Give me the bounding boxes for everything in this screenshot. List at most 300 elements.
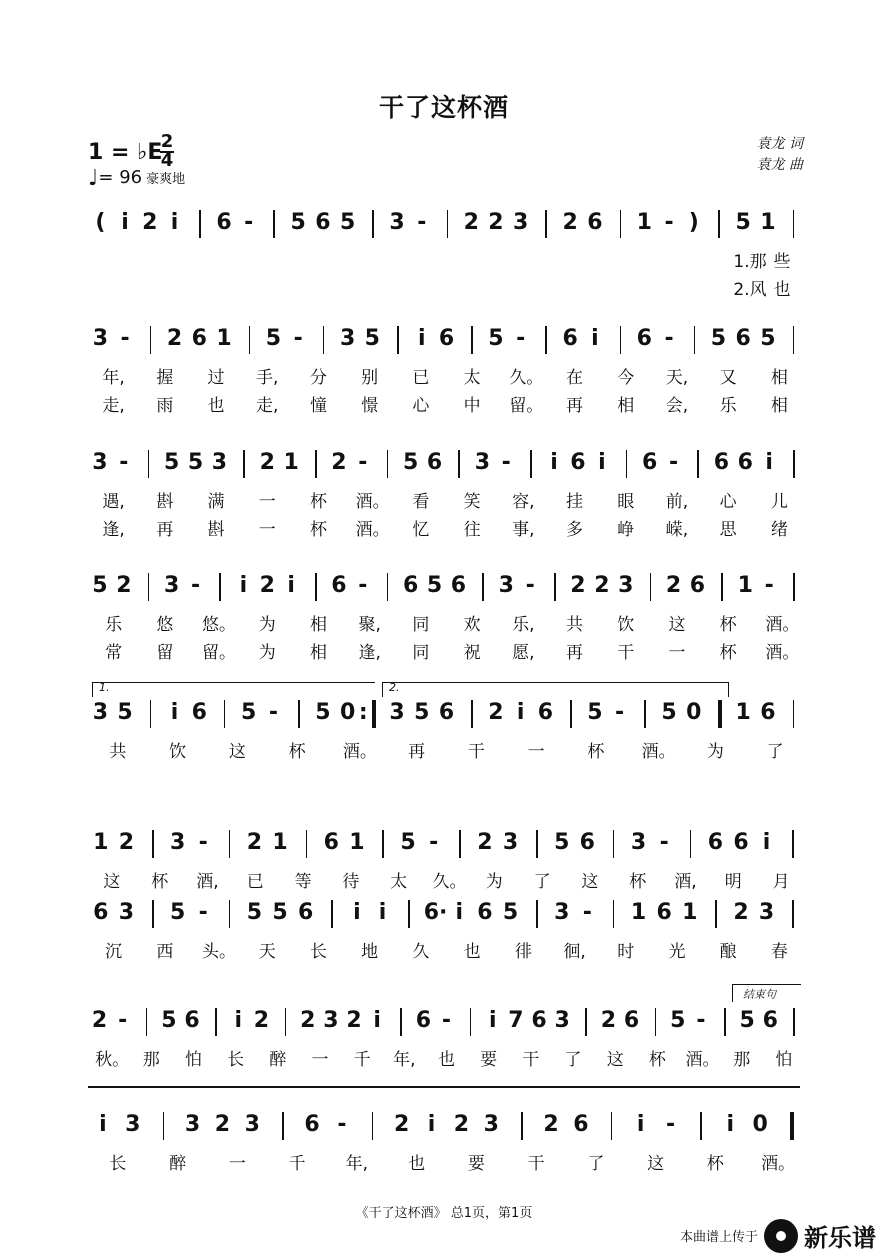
lyric-syllable: 手,: [256, 368, 279, 388]
lyric-syllable: 千: [288, 1154, 306, 1174]
note: i: [550, 450, 558, 475]
note: 0: [752, 1112, 768, 1137]
note: i: [373, 1008, 381, 1033]
note: i: [121, 210, 129, 235]
lyric-syllable: 憬: [361, 396, 379, 416]
note: -: [244, 210, 254, 235]
note: 3: [118, 900, 135, 925]
note: 1: [682, 900, 698, 925]
lyric-syllable: 时: [617, 942, 635, 962]
note: 6: [733, 830, 749, 855]
note: 5: [426, 573, 443, 598]
page-footer: 《干了这杯酒》 总1页，第1页: [355, 1206, 533, 1221]
lyric-syllable: 分: [309, 368, 327, 388]
lyric-syllable: 杯: [309, 492, 327, 512]
barline: [482, 573, 484, 601]
repeat-sign: :: [358, 700, 368, 725]
note: 5: [117, 700, 133, 725]
note: 2: [600, 1008, 617, 1033]
lyric-syllable: 今: [617, 368, 635, 388]
note: 2: [733, 900, 749, 925]
lyric-syllable: 眼: [617, 492, 635, 512]
lyric-syllable: 要: [480, 1050, 498, 1070]
note: -: [664, 326, 674, 351]
composer: 袁龙 曲: [756, 157, 803, 173]
lyric-syllable: 了: [766, 742, 784, 762]
barline: [152, 900, 154, 928]
lyric-syllable: 酒。: [765, 615, 800, 635]
lyric-syllable: 悠。: [202, 615, 237, 635]
lyric-syllable: 一: [258, 492, 276, 512]
barline: [273, 210, 275, 238]
barline: [315, 573, 317, 601]
lyric-syllable: 看: [412, 492, 430, 512]
lyric-syllable: 要: [467, 1154, 485, 1174]
barline: [447, 210, 449, 238]
barline: [298, 700, 300, 728]
barline: [793, 450, 795, 478]
barline: [613, 900, 615, 928]
note: 1: [283, 450, 299, 475]
barline: [470, 1008, 472, 1036]
barline: [408, 900, 410, 928]
note: -: [525, 573, 535, 598]
lyric-syllable: 再: [566, 643, 584, 663]
lyric-syllable: 这: [228, 742, 246, 762]
note: 6: [426, 450, 443, 475]
lyric-syllable: 往: [463, 520, 481, 540]
note: 5: [739, 1008, 755, 1033]
vinyl-record-icon: [764, 1219, 798, 1253]
note: 6: [573, 1112, 589, 1137]
lyric-syllable: 儿: [770, 492, 788, 512]
note: i: [598, 450, 606, 475]
note: 2: [665, 573, 682, 598]
barline: [199, 210, 201, 238]
lyric-syllable: 了: [587, 1154, 605, 1174]
note: 6: [760, 700, 776, 725]
note: -: [118, 1008, 128, 1033]
note: 3: [389, 210, 405, 235]
barline: [790, 1112, 794, 1140]
lyric-syllable: 已: [412, 368, 430, 388]
note: 5: [554, 830, 570, 855]
barline: [626, 450, 628, 478]
lyric-syllable: 沉: [105, 942, 123, 962]
note: 5: [241, 700, 257, 725]
barline: [372, 1112, 374, 1140]
barline: [724, 1008, 726, 1036]
note: 5: [735, 210, 751, 235]
lyric-syllable: 常: [105, 643, 123, 663]
barline: [471, 326, 473, 354]
note: 3: [618, 573, 634, 598]
note: i: [427, 1112, 436, 1137]
lyric-syllable: 容,: [512, 492, 535, 512]
lyric-syllable: 一: [228, 1154, 246, 1174]
tempo-marking: ♩= 96 豪爽地: [88, 166, 186, 191]
note: 0: [686, 700, 702, 725]
lyric-syllable: 干: [527, 1154, 545, 1174]
note: i: [239, 573, 248, 598]
barline: [400, 1008, 402, 1036]
note: 5: [265, 326, 282, 351]
lyric-syllable: 2.风: [733, 280, 767, 300]
note: 6: [636, 326, 652, 351]
note: 3: [169, 830, 186, 855]
barline: [315, 450, 317, 478]
note: 5: [488, 326, 504, 351]
lyric-syllable: 走,: [256, 396, 279, 416]
note: 3: [92, 700, 109, 725]
barline: [243, 450, 245, 478]
note: 6: [537, 700, 554, 725]
note: 3: [244, 1112, 260, 1137]
note: 6: [562, 326, 578, 351]
barline: [387, 450, 389, 478]
note: -: [198, 900, 208, 925]
lyric-syllable: 杯: [719, 643, 737, 663]
lyric-syllable: 再: [566, 396, 584, 416]
barline: [146, 1008, 148, 1036]
lyric-syllable: 徊,: [563, 942, 586, 962]
note: 2: [91, 1008, 108, 1033]
music-system: [0, 210, 888, 330]
note: 3: [554, 1008, 570, 1033]
note: 1: [630, 900, 647, 925]
barline: [690, 830, 692, 858]
lyric-syllable: 斟: [156, 492, 174, 512]
note: 6: [402, 573, 419, 598]
lyric-syllable: 别: [361, 368, 379, 388]
note: 5: [92, 573, 108, 598]
barline: [721, 573, 723, 601]
lyric-syllable: 心: [412, 396, 430, 416]
note: 2: [394, 1112, 410, 1137]
lyric-syllable: 杯: [309, 520, 327, 540]
note: 6: [689, 573, 706, 598]
note: -: [119, 450, 129, 475]
lyric-syllable: 久。: [432, 872, 467, 892]
barline: [697, 450, 699, 478]
lyric-syllable: 挂: [566, 492, 584, 512]
lyric-syllable: 又: [719, 368, 737, 388]
barline: [611, 1112, 613, 1140]
lyric-syllable: 春: [770, 942, 788, 962]
note: i: [591, 326, 599, 351]
lyric-syllable: 留: [156, 643, 174, 663]
music-system: [0, 573, 888, 693]
lyric-syllable: 留。: [202, 643, 237, 663]
lyric-syllable: 西: [156, 942, 174, 962]
barline: [650, 573, 652, 601]
note: 5: [364, 326, 380, 351]
note: 6: [579, 830, 595, 855]
lyric-syllable: 笑: [463, 492, 481, 512]
note: i: [378, 900, 387, 925]
note: -: [516, 326, 526, 351]
barline: [700, 1112, 702, 1140]
note: -: [337, 1112, 347, 1137]
key-signature: 1 = ♭E: [88, 140, 163, 165]
lyric-syllable: 怕: [184, 1050, 202, 1070]
lyric-syllable: 天: [258, 942, 276, 962]
note: -: [696, 1008, 706, 1033]
lyric-syllable: 饮: [169, 742, 187, 762]
lyric-syllable: 长: [227, 1050, 245, 1070]
lyric-syllable: 一: [668, 643, 686, 663]
lyric-syllable: 酒。: [641, 742, 676, 762]
barline: [554, 573, 556, 601]
lyric-syllable: 千: [353, 1050, 371, 1070]
note: 1: [272, 830, 288, 855]
lyric-syllable: 悠: [156, 615, 174, 635]
barline: [655, 1008, 657, 1036]
lyric-syllable: 太: [390, 872, 408, 892]
barline: [382, 830, 384, 858]
lyric-syllable: 再: [408, 742, 426, 762]
lyric-syllable: 干: [467, 742, 485, 762]
lyric-syllable: 徘: [514, 942, 532, 962]
ending-line: [88, 1086, 800, 1088]
note: 1: [735, 700, 751, 725]
lyric-syllable: 乐: [105, 615, 123, 635]
note: -: [358, 450, 368, 475]
brand: 本曲谱上传于 新乐谱: [680, 1218, 876, 1253]
barline: [793, 1008, 795, 1036]
note: 6: [762, 1008, 778, 1033]
barline: [148, 450, 150, 478]
note: 6: [450, 573, 467, 598]
note: -: [198, 830, 208, 855]
lyric-syllable: 醉: [269, 1050, 287, 1070]
lyric-syllable: 祝: [463, 643, 481, 663]
lyric-syllable: 绪: [770, 520, 788, 540]
note: -: [120, 326, 130, 351]
note: 6: [438, 326, 455, 351]
barline: [163, 1112, 165, 1140]
barline: [331, 900, 333, 928]
note: 2: [453, 1112, 470, 1137]
lyric-syllable: 在: [566, 368, 584, 388]
lyric-syllable: 留。: [509, 396, 544, 416]
note: 5: [290, 210, 306, 235]
note: 2: [477, 830, 493, 855]
note: 5: [760, 326, 776, 351]
note: -: [614, 700, 625, 725]
note: 5: [272, 900, 288, 925]
note: i: [353, 900, 361, 925]
lyric-syllable: 为: [485, 872, 503, 892]
lyric-syllable: 愿,: [512, 643, 535, 663]
note: 6: [191, 326, 207, 351]
lyric-syllable: 那: [142, 1050, 160, 1070]
lyric-syllable: 逢,: [358, 643, 381, 663]
barline: [585, 1008, 587, 1036]
note: i: [170, 700, 179, 725]
lyric-syllable: 雨: [156, 396, 174, 416]
lyric-syllable: 酒,: [196, 872, 219, 892]
lyric-syllable: 欢: [463, 615, 481, 635]
lyric-syllable: 逢,: [102, 520, 125, 540]
note: 5: [670, 1008, 686, 1033]
note: 3: [554, 900, 570, 925]
note: 6: [216, 210, 232, 235]
note: 3: [483, 1112, 499, 1137]
lyric-syllable: 年,: [102, 368, 125, 388]
note: 5: [339, 210, 356, 235]
lyric-syllable: 也: [207, 396, 225, 416]
lyric-syllable: 了: [564, 1050, 582, 1070]
barline: [229, 830, 231, 858]
lyric-syllable: 斟: [207, 520, 225, 540]
lyric-syllable: 杯: [706, 1154, 724, 1174]
note: -: [190, 573, 201, 598]
note: 6: [415, 1008, 432, 1033]
note: 2: [594, 573, 610, 598]
barline: [620, 326, 622, 354]
barline: [536, 830, 538, 858]
lyric-syllable: 饮: [617, 615, 635, 635]
lyric-syllable: 相: [309, 615, 327, 635]
note: 2: [300, 1008, 316, 1033]
lyric-syllable: 酒。: [685, 1050, 720, 1070]
lyric-syllable: 相: [770, 368, 788, 388]
note: 2: [142, 210, 158, 235]
note: 3: [758, 900, 775, 925]
note: 5: [414, 700, 430, 725]
lyric-syllable: 些: [773, 252, 791, 272]
barline: [718, 700, 722, 728]
lyric-syllable: 头。: [202, 942, 237, 962]
lyric-syllable: 也: [438, 1050, 455, 1070]
lyric-syllable: 多: [566, 520, 584, 540]
lyric-syllable: 杯: [648, 1050, 666, 1070]
note: 6: [191, 700, 207, 725]
note: i: [234, 1008, 243, 1033]
note: 6: [713, 450, 729, 475]
note: 5: [402, 450, 419, 475]
lyric-syllable: 待: [342, 872, 360, 892]
lyric-syllable: 干: [522, 1050, 540, 1070]
note: 1: [93, 830, 109, 855]
note: 1: [760, 210, 776, 235]
note: 5: [187, 450, 204, 475]
lyric-syllable: 憧: [309, 396, 327, 416]
barline: [459, 830, 461, 858]
barline: [792, 830, 794, 858]
note: -: [664, 210, 674, 235]
lyric-syllable: 天,: [665, 368, 689, 388]
quarter-note-icon: ♩: [88, 166, 99, 191]
barline: [715, 900, 717, 928]
note: 2: [253, 1008, 270, 1033]
credits: [757, 134, 803, 176]
note: 5: [587, 700, 603, 725]
lyric-syllable: 满: [207, 492, 225, 512]
note: 5: [169, 900, 186, 925]
note: 2: [570, 573, 586, 598]
lyric-syllable: 心: [719, 492, 737, 512]
barline: [306, 830, 308, 858]
lyric-syllable: 握: [156, 368, 174, 388]
lyric-syllable: 光: [668, 942, 686, 962]
lyric-syllable: 共: [109, 742, 127, 762]
barline: [372, 210, 374, 238]
note: 6: [587, 210, 603, 235]
lyric-syllable: 干: [617, 643, 635, 663]
note: 6: [737, 450, 753, 475]
lyric-syllable: 醉: [169, 1154, 187, 1174]
lyric-syllable: 同: [412, 643, 430, 663]
lyric-syllable: 相: [770, 396, 788, 416]
note: 3: [211, 450, 228, 475]
note: 0: [339, 700, 356, 725]
barline: [372, 700, 376, 728]
note: 5: [246, 900, 263, 925]
note: i: [417, 326, 426, 351]
note: 6: [531, 1008, 547, 1033]
lyric-syllable: 怕: [775, 1050, 793, 1070]
barline: [148, 573, 150, 601]
lyric-syllable: 地: [361, 942, 379, 962]
note: 6: [707, 830, 724, 855]
barline: [545, 210, 547, 238]
barline: [570, 700, 572, 728]
note: 2: [259, 573, 275, 598]
barline: [282, 1112, 284, 1140]
lyricist: 袁龙 词: [756, 136, 803, 152]
barline: [718, 210, 720, 238]
note: i: [455, 900, 464, 925]
lyric-syllable: 酒。: [342, 742, 377, 762]
music-system: [0, 988, 888, 1128]
lyric-syllable: 乐,: [512, 615, 535, 635]
note: (: [95, 210, 106, 235]
volta-bracket-1: 1.: [92, 682, 375, 697]
note: 6: [438, 700, 455, 725]
note: 3: [184, 1112, 201, 1137]
note: 6: [623, 1008, 640, 1033]
lyric-syllable: 杯: [629, 872, 647, 892]
note: i: [636, 1112, 645, 1137]
barline: [387, 573, 389, 601]
note: 6: [323, 830, 339, 855]
barline: [530, 450, 532, 478]
note: -: [429, 830, 439, 855]
lyric-syllable: 年,: [393, 1050, 416, 1070]
note: 5: [710, 326, 727, 351]
barline: [150, 700, 152, 728]
lyric-syllable: 酒。: [761, 1154, 796, 1174]
lyric-syllable: 久: [412, 942, 430, 962]
note: i: [726, 1112, 735, 1137]
lyric-syllable: 同: [412, 615, 430, 635]
lyric-syllable: 为: [258, 615, 276, 635]
note: 1: [636, 210, 652, 235]
ending-label: 结束句: [732, 984, 801, 1002]
lyric-syllable: 忆: [412, 520, 430, 540]
lyric-syllable: 也: [773, 280, 791, 300]
note: 5: [161, 1008, 177, 1033]
note: 3: [630, 830, 647, 855]
barline: [792, 900, 794, 928]
lyric-syllable: 已: [246, 872, 264, 892]
lyric-syllable: 思: [719, 520, 737, 540]
note: i: [170, 210, 179, 235]
note: 2: [562, 210, 578, 235]
note: 6: [656, 900, 672, 925]
